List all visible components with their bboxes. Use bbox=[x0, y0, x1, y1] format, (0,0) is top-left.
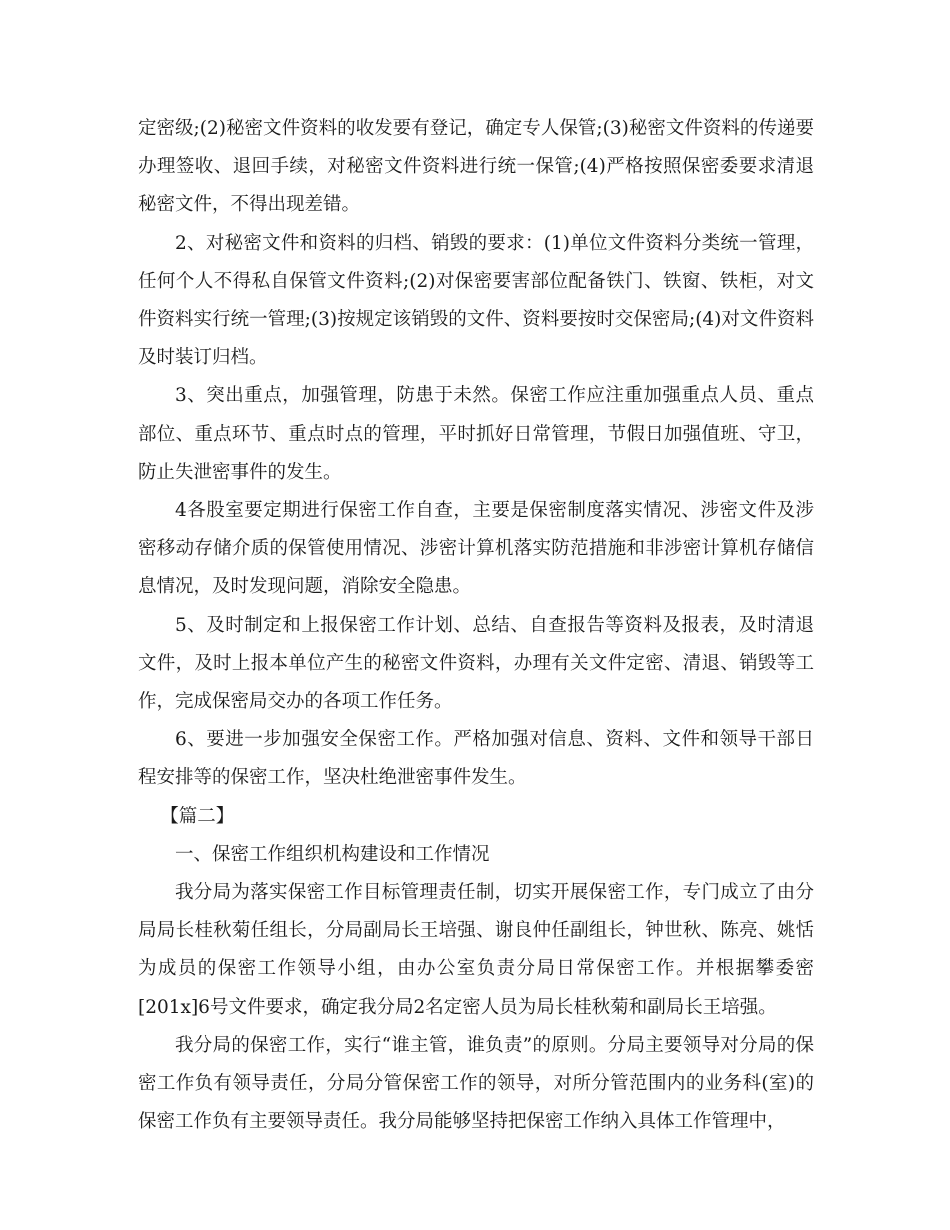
paragraph-item-4: 4各股室要定期进行保密工作自查，主要是保密制度落实情况、涉密文件及涉密移动存储介质的保管使用情况、涉密计算机落实防范措施和非涉密计算机存储信息情况，及时发现问题，消除安全隐患。 bbox=[138, 500, 814, 598]
paragraph-continued: 定密级;(2)秘密文件资料的收发要有登记，确定专人保管;(3)秘密文件资料的传递要办理签收、退回手续，对秘密文件资料进行统一保管;(4)严格按照保密委要求清退秘密文件，不得出现差错。 bbox=[138, 118, 814, 216]
section-heading-part-two: 【篇二】 bbox=[160, 805, 235, 827]
paragraph-item-6: 6、要进一步加强安全保密工作。严格加强对信息、资料、文件和领导干部日程安排等的保密工作，坚决杜绝泄密事件发生。 bbox=[138, 729, 814, 789]
subsection-heading: 一、保密工作组织机构建设和工作情况 bbox=[175, 843, 490, 865]
paragraph-item-3: 3、突出重点，加强管理，防患于未然。保密工作应注重加强重点人员、重点部位、重点环节、重点时点的管理，平时抓好日常管理，节假日加强值班、守卫，防止失泄密事件的发生。 bbox=[138, 385, 814, 483]
paragraph-item-2: 2、对秘密文件和资料的归档、销毁的要求：(1)单位文件资料分类统一管理，任何个人不得私自保管文件资料;(2)对保密要害部位配备铁门、铁窗、铁柜，对文件资料实行统一管理;(3)按规定该销毁的文件、资料要按时交保密局;(4)对文件资料及时装订归档。 bbox=[138, 232, 814, 369]
paragraph-organization: 我分局为落实保密工作目标管理责任制，切实开展保密工作，专门成立了由分局局长桂秋菊任组长，分局副局长王培强、谢良仲任副组长，钟世秋、陈亮、姚恬为成员的保密工作领导小组，由办公室负责分局日常保密工作。并根据攀委密[201x]6号文件要求，确定我分局2名定密人员为局长桂秋菊和副局长王培强。 bbox=[138, 882, 814, 1018]
paragraph-responsibility: 我分局的保密工作，实行“谁主管，谁负责”的原则。分局主要领导对分局的保密工作负有领导责任，分局分管保密工作的领导，对所分管范围内的业务科(室)的保密工作负有主要领导责任。我分局能够坚持把保密工作纳入具体工作管理中， bbox=[138, 1034, 814, 1133]
document-body bbox=[138, 110, 814, 1141]
paragraph-item-5: 5、及时制定和上报保密工作计划、总结、自查报告等资料及报表，及时清退文件，及时上报本单位产生的秘密文件资料，办理有关文件定密、清退、销毁等工作，完成保密局交办的各项工作任务。 bbox=[138, 614, 814, 713]
